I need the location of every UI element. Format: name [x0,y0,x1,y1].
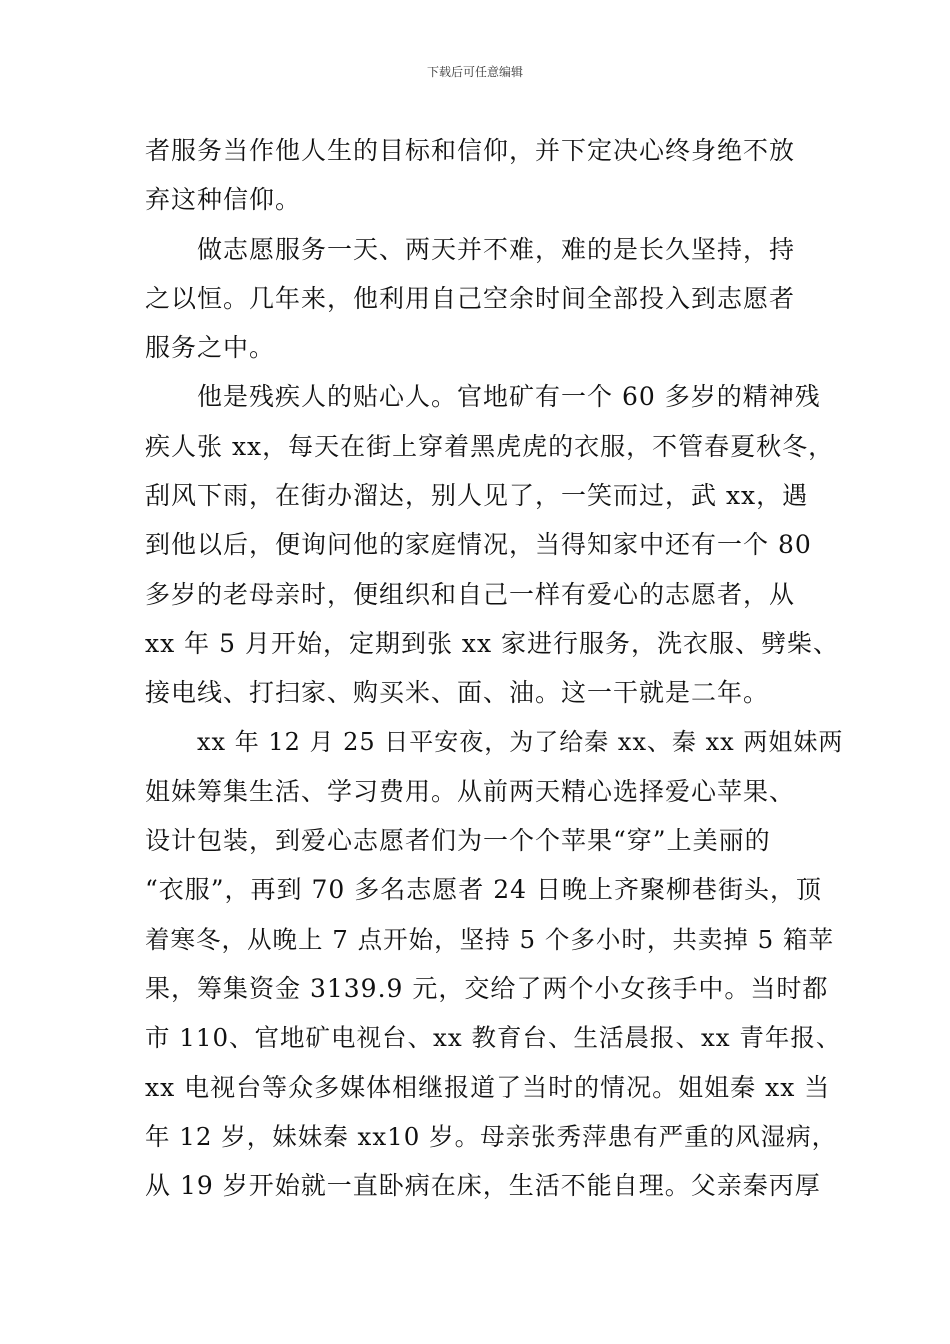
text-line: 弃这种信仰。 [145,185,302,215]
page-header: 下载后可任意编辑 [426,65,523,79]
text-line: 市 110、官地矿电视台、xx 教育台、生活晨报、xx 青年报、 [145,1023,842,1053]
text-line: 到他以后，便询问他的家庭情况，当得知家中还有一个 80 [145,530,812,560]
paragraph-start-line: xx 年 12 月 25 日平安夜，为了给秦 xx、秦 xx 两姐妹两 [197,727,844,756]
text-line: 从 19 岁开始就一直卧病在床，生活不能自理。父亲秦丙厚 [145,1171,821,1201]
text-line: 着寒冬，从晚上 7 点开始，坚持 5 个多小时，共卖掉 5 箱苹 [145,924,834,954]
text-line: 刮风下雨，在街办溜达，别人见了，一笑而过，武 xx，遇 [145,481,809,511]
text-line: 设计包装，到爱心志愿者们为一个个苹果“穿”上美丽的 [145,826,771,856]
text-line: 多岁的老母亲时，便组织和自己一样有爱心的志愿者，从 [145,579,796,609]
text-line: 接电线、打扫家、购买米、面、油。这一干就是二年。 [145,678,770,708]
text-line: 疾人张 xx，每天在街上穿着黑虎虎的衣服，不管春夏秋冬， [145,431,835,461]
text-line: 之以恒。几年来，他利用自己空余时间全部投入到志愿者 [145,283,796,313]
text-line: 服务之中。 [145,333,276,363]
paragraph-start-line: 做志愿服务一天、两天并不难，难的是长久坚持，持 [197,234,796,264]
document-body [145,126,845,1211]
text-line: 者服务当作他人生的目标和信仰，并下定决心终身绝不放 [145,136,796,165]
text-line: 年 12 岁，妹妹秦 xx10 岁。母亲张秀萍患有严重的风湿病， [145,1121,838,1151]
paragraph-start-line: 他是残疾人的贴心人。官地矿有一个 60 多岁的精神残 [197,382,821,412]
text-line: “衣服”，再到 70 多名志愿者 24 日晚上齐聚柳巷街头，顶 [145,875,822,905]
text-line: xx 年 5 月开始，定期到张 xx 家进行服务，洗衣服、劈柴、 [145,628,840,658]
text-line: xx 电视台等众多媒体相继报道了当时的情况。姐姐秦 xx 当 [145,1072,831,1102]
text-line: 果，筹集资金 3139.9 元，交给了两个小女孩手中。当时都 [145,974,829,1004]
text-line: 姐妹筹集生活、学习费用。从前两天精心选择爱心苹果、 [145,776,796,806]
